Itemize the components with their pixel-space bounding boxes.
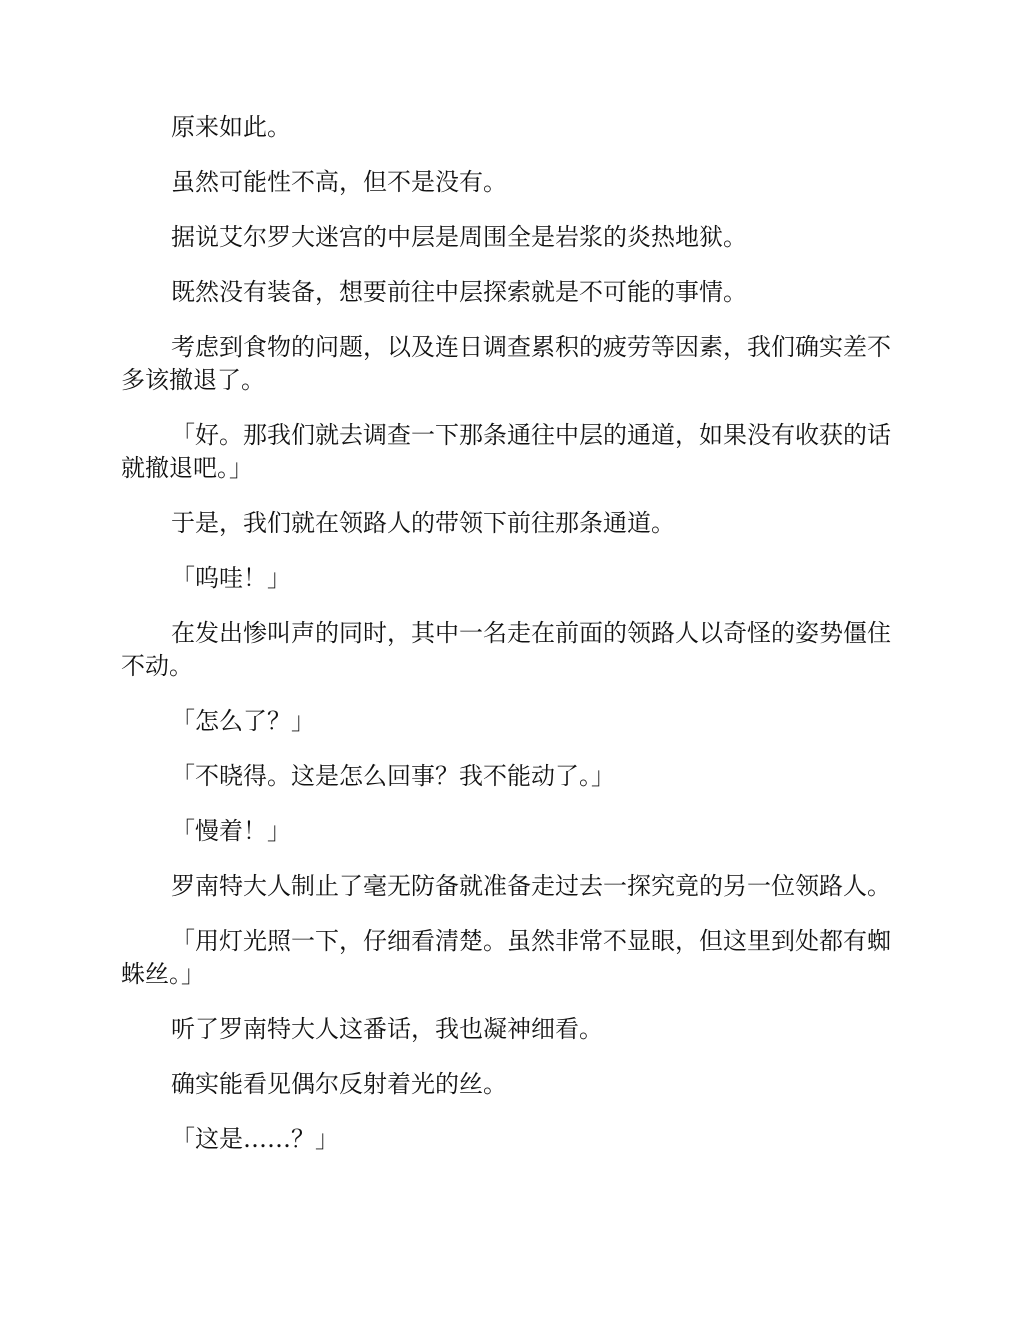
paragraph-9: 在发出惨叫声的同时，其中一名走在前面的领路人以奇怪的姿势僵住不动。 — [121, 619, 891, 680]
paragraph-10: 「怎么了？」 — [171, 707, 315, 735]
paragraph-4: 既然没有装备，想要前往中层探索就是不可能的事情。 — [171, 278, 747, 306]
document-page — [121, 111, 901, 1178]
paragraph-2: 虽然可能性不高，但不是没有。 — [171, 168, 507, 196]
paragraph-15: 听了罗南特大人这番话，我也凝神细看。 — [171, 1015, 603, 1043]
paragraph-5: 考虑到食物的问题，以及连日调查累积的疲劳等因素，我们确实差不多该撤退了。 — [121, 333, 891, 394]
paragraph-1: 原来如此。 — [171, 113, 291, 141]
paragraph-12: 「慢着！」 — [171, 817, 291, 845]
paragraph-8: 「呜哇！」 — [171, 564, 291, 592]
paragraph-7: 于是，我们就在领路人的带领下前往那条通道。 — [171, 509, 675, 537]
paragraph-6: 「好。那我们就去调查一下那条通往中层的通道，如果没有收获的话就撤退吧。」 — [121, 421, 891, 482]
paragraph-16: 确实能看见偶尔反射着光的丝。 — [171, 1070, 507, 1098]
paragraph-13: 罗南特大人制止了毫无防备就准备走过去一探究竟的另一位领路人。 — [171, 872, 891, 900]
paragraph-14: 「用灯光照一下，仔细看清楚。虽然非常不显眼，但这里到处都有蜘蛛丝。」 — [121, 927, 891, 988]
paragraph-11: 「不晓得。这是怎么回事？我不能动了。」 — [171, 762, 615, 790]
paragraph-3: 据说艾尔罗大迷宫的中层是周围全是岩浆的炎热地狱。 — [171, 223, 747, 251]
paragraph-17: 「这是……？」 — [171, 1125, 339, 1153]
